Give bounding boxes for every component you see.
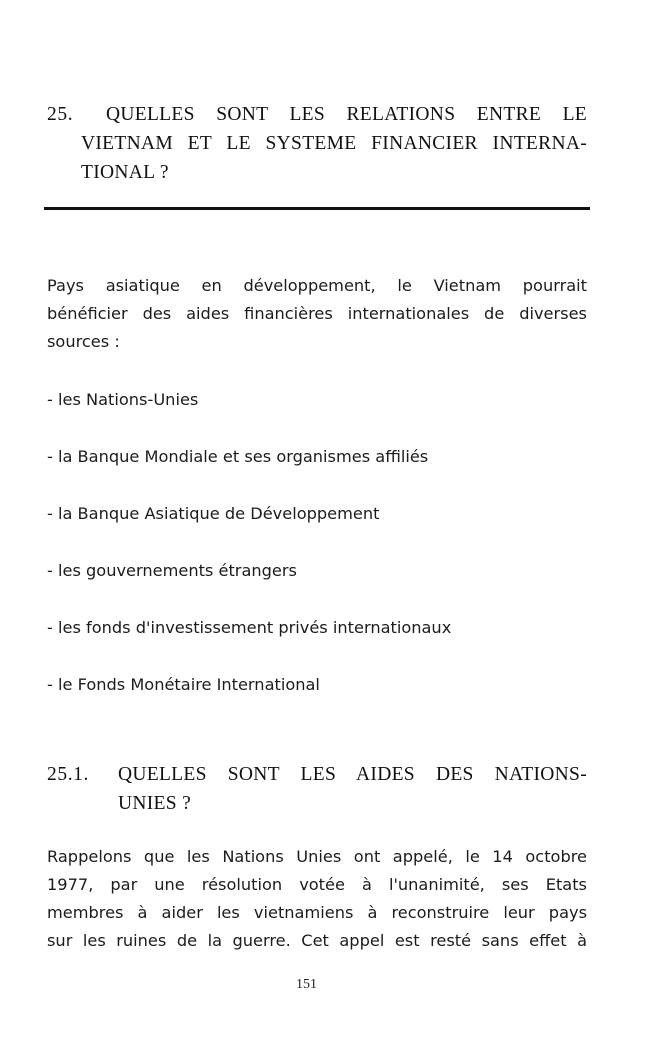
section-25-title-line: QUELLES SONT LES RELATIONS ENTRE LE	[106, 104, 587, 125]
section-25-1-heading	[47, 760, 587, 818]
section-25-title-line: TIONAL ?	[81, 162, 169, 183]
paragraph-line: Rappelons que les Nations Unies ont appelé, le 14 octobre	[47, 847, 587, 866]
source-list-item: - les gouvernements étrangers	[47, 561, 297, 580]
section-25-1-title-line: QUELLES SONT LES AIDES DES NATIONS-	[118, 764, 587, 785]
paragraph-line: bénéficier des aides financières internationales de diverses	[47, 304, 587, 323]
paragraph-line: membres à aider les vietnamiens à reconstruire leur pays	[47, 903, 587, 922]
source-list-item: - le Fonds Monétaire International	[47, 675, 320, 694]
horizontal-rule	[44, 207, 590, 210]
section-25-title-line: VIETNAM ET LE SYSTEME FINANCIER INTERNA-	[81, 133, 587, 154]
source-list-item: - les Nations-Unies	[47, 390, 199, 409]
section-25-heading	[47, 100, 587, 187]
paragraph-line: sur les ruines de la guerre. Cet appel est resté sans effet à	[47, 931, 587, 950]
paragraph-line: 1977, par une résolution votée à l'unanimité, ses Etats	[47, 875, 587, 894]
paragraph-line: sources :	[47, 332, 120, 351]
intro-paragraph	[47, 272, 587, 356]
section-25-1-number: 25.1.	[47, 764, 89, 785]
paragraph-line: Pays asiatique en développement, le Vietnam pourrait	[47, 276, 587, 295]
section-25-1-paragraph	[47, 843, 587, 955]
page-number: 151	[296, 977, 317, 992]
source-list-item: - la Banque Asiatique de Développement	[47, 504, 380, 523]
section-25-1-title-line: UNIES ?	[118, 793, 192, 814]
source-list-item: - les fonds d'investissement privés internationaux	[47, 618, 452, 637]
source-list-item: - la Banque Mondiale et ses organismes affiliés	[47, 447, 429, 466]
section-25-number: 25.	[47, 104, 74, 125]
